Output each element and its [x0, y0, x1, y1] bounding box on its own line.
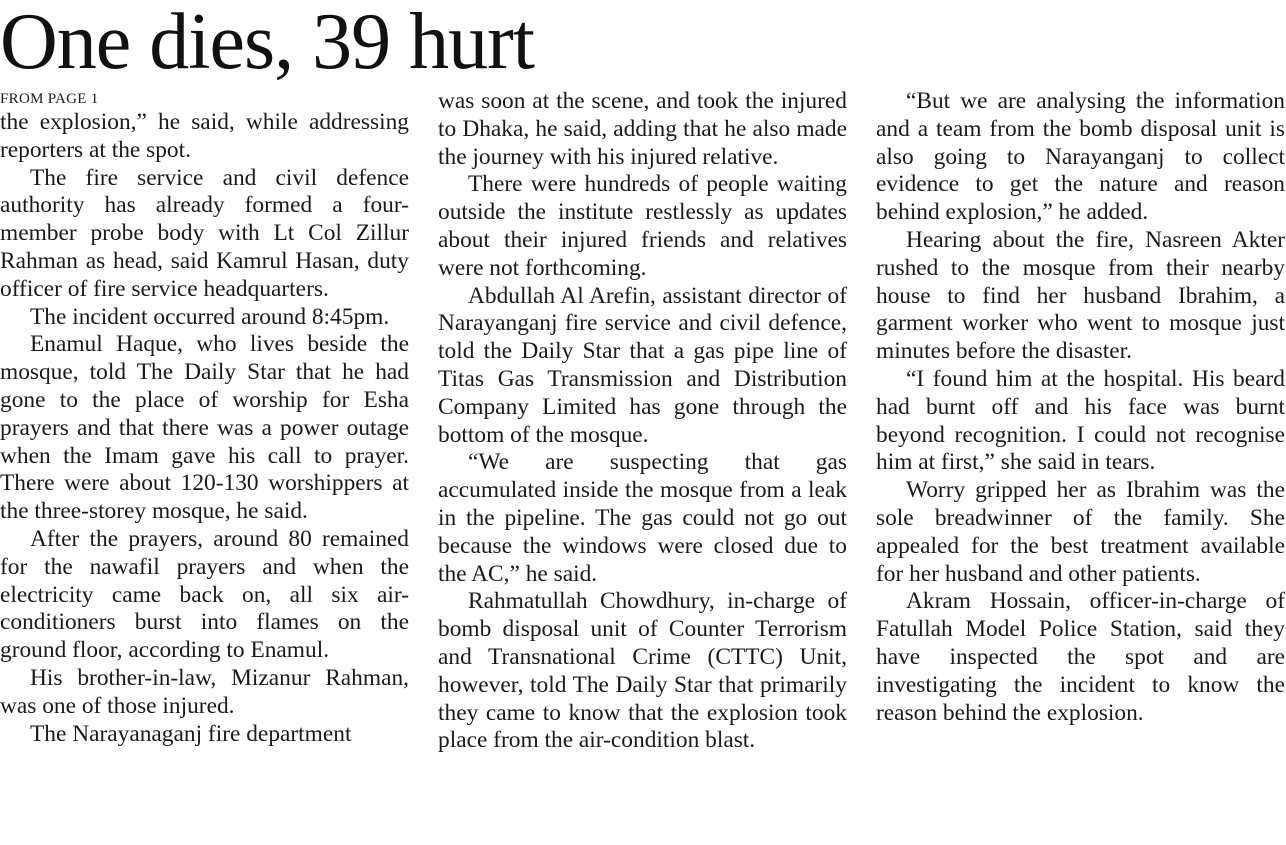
paragraph: “We are suspecting that gas accumulated inside the mosque from a leak in the pipeline. The gas could not go out because the windows were closed due to the AC,” he said.: [438, 449, 847, 587]
paragraph: the explosion,” he said, while addressing reporters at the spot.: [0, 109, 409, 163]
article-column-3: [876, 88, 1285, 727]
paragraph: was soon at the scene, and took the injured to Dhaka, he said, adding that he also made the journey with his injured relative.: [438, 88, 847, 170]
paragraph: Abdullah Al Arefin, assistant director of Narayanganj fire service and civil defence, told the Daily Star that a gas pipe line of Titas Gas Transmission and Distribution Company Limited has gone through the bottom of the mosque.: [438, 282, 847, 448]
article-column-1: [0, 89, 409, 748]
paragraph: Hearing about the fire, Nasreen Akter rushed to the mosque from their nearby house to find her husband Ibrahim, a garment worker who went to mosque just minutes before the disaster.: [876, 226, 1285, 365]
paragraph: The fire service and civil defence authority has already formed a four-member probe body with Lt Col Zillur Rahman as head, said Kamrul Hasan, duty officer of fire service headquarters.: [0, 164, 409, 302]
paragraph: His brother-in-law, Mizanur Rahman, was one of those injured.: [0, 664, 409, 719]
headline: One dies, 39 hurt: [0, 0, 535, 86]
paragraph: Enamul Haque, who lives beside the mosque, told The Daily Star that he had gone to the place of worship for Esha prayers and that there was a power outage when the Imam gave his call to prayer. There were about 120-130 worshippers at the three-storey mosque, he said.: [0, 331, 409, 525]
paragraph: After the prayers, around 80 remained for the nawafil prayers and when the electricity came back on, all six air-conditioners burst into flames on the ground floor, according to Enamul.: [0, 525, 409, 664]
paragraph: Worry gripped her as Ibrahim was the sole breadwinner of the family. She appealed for the best treatment available for her husband and other patients.: [876, 477, 1285, 587]
continuation-label: FROM PAGE 1: [0, 91, 99, 107]
paragraph: The Narayanaganj fire department: [30, 720, 352, 747]
paragraph: There were hundreds of people waiting outside the institute restlessly as updates about their injured friends and relatives were not forthcoming.: [438, 171, 847, 281]
paragraph: “But we are analysing the information and a team from the bomb disposal unit is also going to Narayanganj to collect evidence to get the nature and reason behind explosion,” he added.: [876, 88, 1285, 226]
paragraph: Akram Hossain, officer-in-charge of Fatullah Model Police Station, said they have inspected the spot and are investigating the incident to know the reason behind the explosion.: [876, 588, 1285, 726]
paragraph: Rahmatullah Chowdhury, in-charge of bomb disposal unit of Counter Terrorism and Transnational Crime (CTTC) Unit, however, told The Daily Star that primarily they came to know that the explosion took place from the air-condition blast.: [438, 588, 847, 754]
paragraph: “I found him at the hospital. His beard had burnt off and his face was burnt beyond recognition. I could not recognise him at first,” she said in tears.: [876, 365, 1285, 476]
article-column-2: [438, 88, 847, 755]
paragraph: The incident occurred around 8:45pm.: [30, 303, 390, 330]
